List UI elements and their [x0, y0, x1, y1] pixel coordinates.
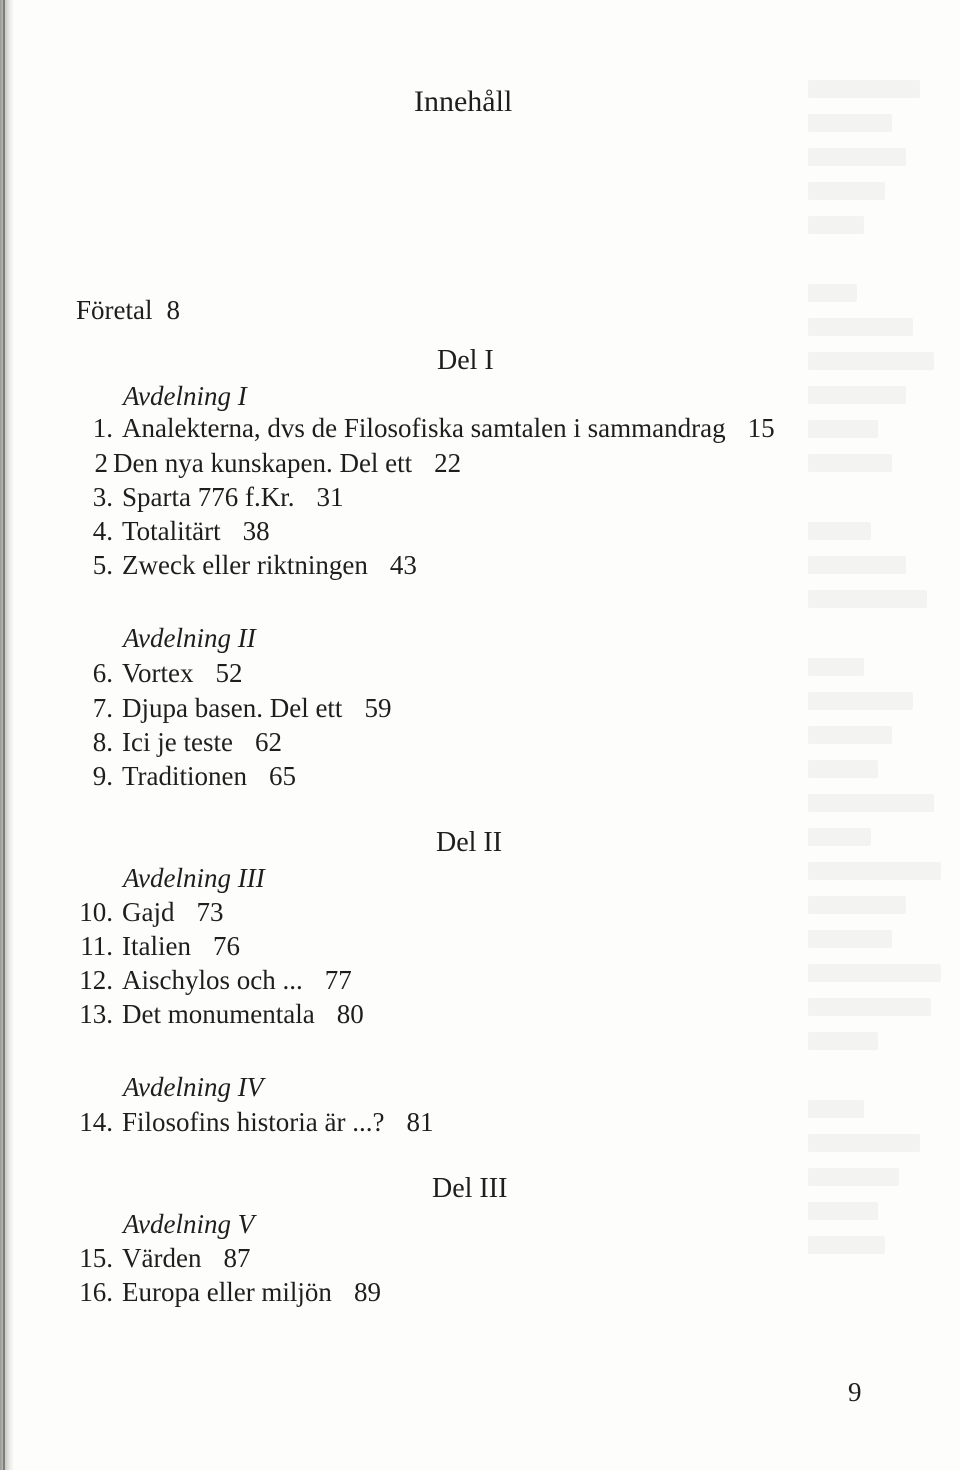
- entry-page: 52: [215, 658, 243, 688]
- toc-entry[interactable]: [77, 1276, 381, 1308]
- entry-page: 77: [324, 965, 352, 995]
- entry-page: 89: [353, 1277, 381, 1307]
- binding-edge: [3, 0, 5, 1470]
- entry-page: 87: [223, 1243, 251, 1273]
- toc-entry[interactable]: [77, 549, 417, 581]
- section-heading-avdelning-5: Avdelning V: [123, 1209, 255, 1239]
- entry-title: Vortex: [122, 658, 194, 688]
- entry-number: 9.: [92, 761, 113, 791]
- toc-entry[interactable]: [77, 481, 343, 513]
- entry-title: Totalitärt: [122, 516, 221, 546]
- entry-title: Zweck eller riktningen: [122, 550, 368, 580]
- section-heading-avdelning-4: Avdelning IV: [123, 1072, 264, 1102]
- preface-label: Företal: [76, 295, 153, 325]
- toc-entry[interactable]: [77, 760, 296, 792]
- section-heading-avdelning-1: Avdelning I: [123, 381, 247, 411]
- entry-page: 31: [316, 482, 344, 512]
- toc-entry[interactable]: [77, 726, 282, 758]
- entry-page: 38: [242, 516, 270, 546]
- preface-page: 8: [166, 295, 180, 325]
- entry-title: Värden: [122, 1243, 202, 1273]
- toc-entry[interactable]: [77, 692, 391, 724]
- entry-title: Ici je teste: [122, 727, 233, 757]
- entry-title: Europa eller miljön: [122, 1277, 332, 1307]
- entry-number: 12.: [79, 965, 113, 995]
- entry-title: Aischylos och ...: [122, 965, 303, 995]
- entry-number: 8.: [92, 727, 113, 757]
- toc-entry[interactable]: [77, 447, 461, 479]
- entry-title: Traditionen: [122, 761, 248, 791]
- section-heading-avdelning-3: Avdelning III: [123, 863, 265, 893]
- toc-entry[interactable]: [77, 515, 270, 547]
- preface-entry[interactable]: [76, 294, 180, 326]
- entry-number: 16.: [79, 1277, 113, 1307]
- section-heading-avdelning-2: Avdelning II: [123, 623, 256, 653]
- toc-entry[interactable]: [77, 1106, 433, 1138]
- entry-number: 3.: [92, 482, 113, 512]
- toc-entry[interactable]: [77, 896, 223, 928]
- entry-title: Djupa basen. Del ett: [122, 693, 343, 723]
- entry-title: Italien: [122, 931, 191, 961]
- toc-entry[interactable]: [77, 1242, 250, 1274]
- entry-number: 11.: [80, 931, 113, 961]
- page-number: 9: [848, 1377, 862, 1407]
- entry-number: 6.: [92, 658, 113, 688]
- entry-number: 1.: [92, 413, 113, 443]
- entry-title: Sparta 776 f.Kr.: [122, 482, 295, 512]
- entry-number: 4.: [92, 516, 113, 546]
- entry-number: 2: [94, 448, 108, 478]
- page-title: Innehåll: [414, 85, 513, 118]
- entry-page: 80: [336, 999, 364, 1029]
- entry-number: 7.: [92, 693, 113, 723]
- toc-entry[interactable]: [77, 930, 240, 962]
- part-heading-del-1: Del I: [437, 345, 494, 376]
- toc-entry[interactable]: [77, 964, 352, 996]
- entry-page: 81: [406, 1107, 434, 1137]
- entry-page: 22: [434, 448, 462, 478]
- entry-title: Den nya kunskapen. Del ett: [113, 448, 413, 478]
- toc-entry[interactable]: [77, 657, 243, 689]
- entry-page: 15: [747, 413, 775, 443]
- entry-page: 62: [254, 727, 282, 757]
- entry-number: 14.: [79, 1107, 113, 1137]
- entry-title: Det monumentala: [122, 999, 315, 1029]
- entry-title: Gajd: [122, 897, 175, 927]
- show-through-text: [808, 80, 948, 1320]
- entry-page: 43: [389, 550, 417, 580]
- toc-entry[interactable]: [77, 412, 775, 444]
- entry-page: 76: [212, 931, 240, 961]
- entry-number: 15.: [79, 1243, 113, 1273]
- toc-entry[interactable]: [77, 998, 364, 1030]
- entry-page: 65: [269, 761, 297, 791]
- part-heading-del-3: Del III: [432, 1173, 508, 1204]
- entry-number: 13.: [79, 999, 113, 1029]
- entry-page: 73: [196, 897, 224, 927]
- entry-title: Filosofins historia är ...?: [122, 1107, 385, 1137]
- part-heading-del-2: Del II: [436, 827, 503, 858]
- entry-title: Analekterna, dvs de Filosofiska samtalen i sammandrag: [122, 413, 726, 443]
- entry-number: 10.: [79, 897, 113, 927]
- entry-number: 5.: [92, 550, 113, 580]
- entry-page: 59: [364, 693, 392, 723]
